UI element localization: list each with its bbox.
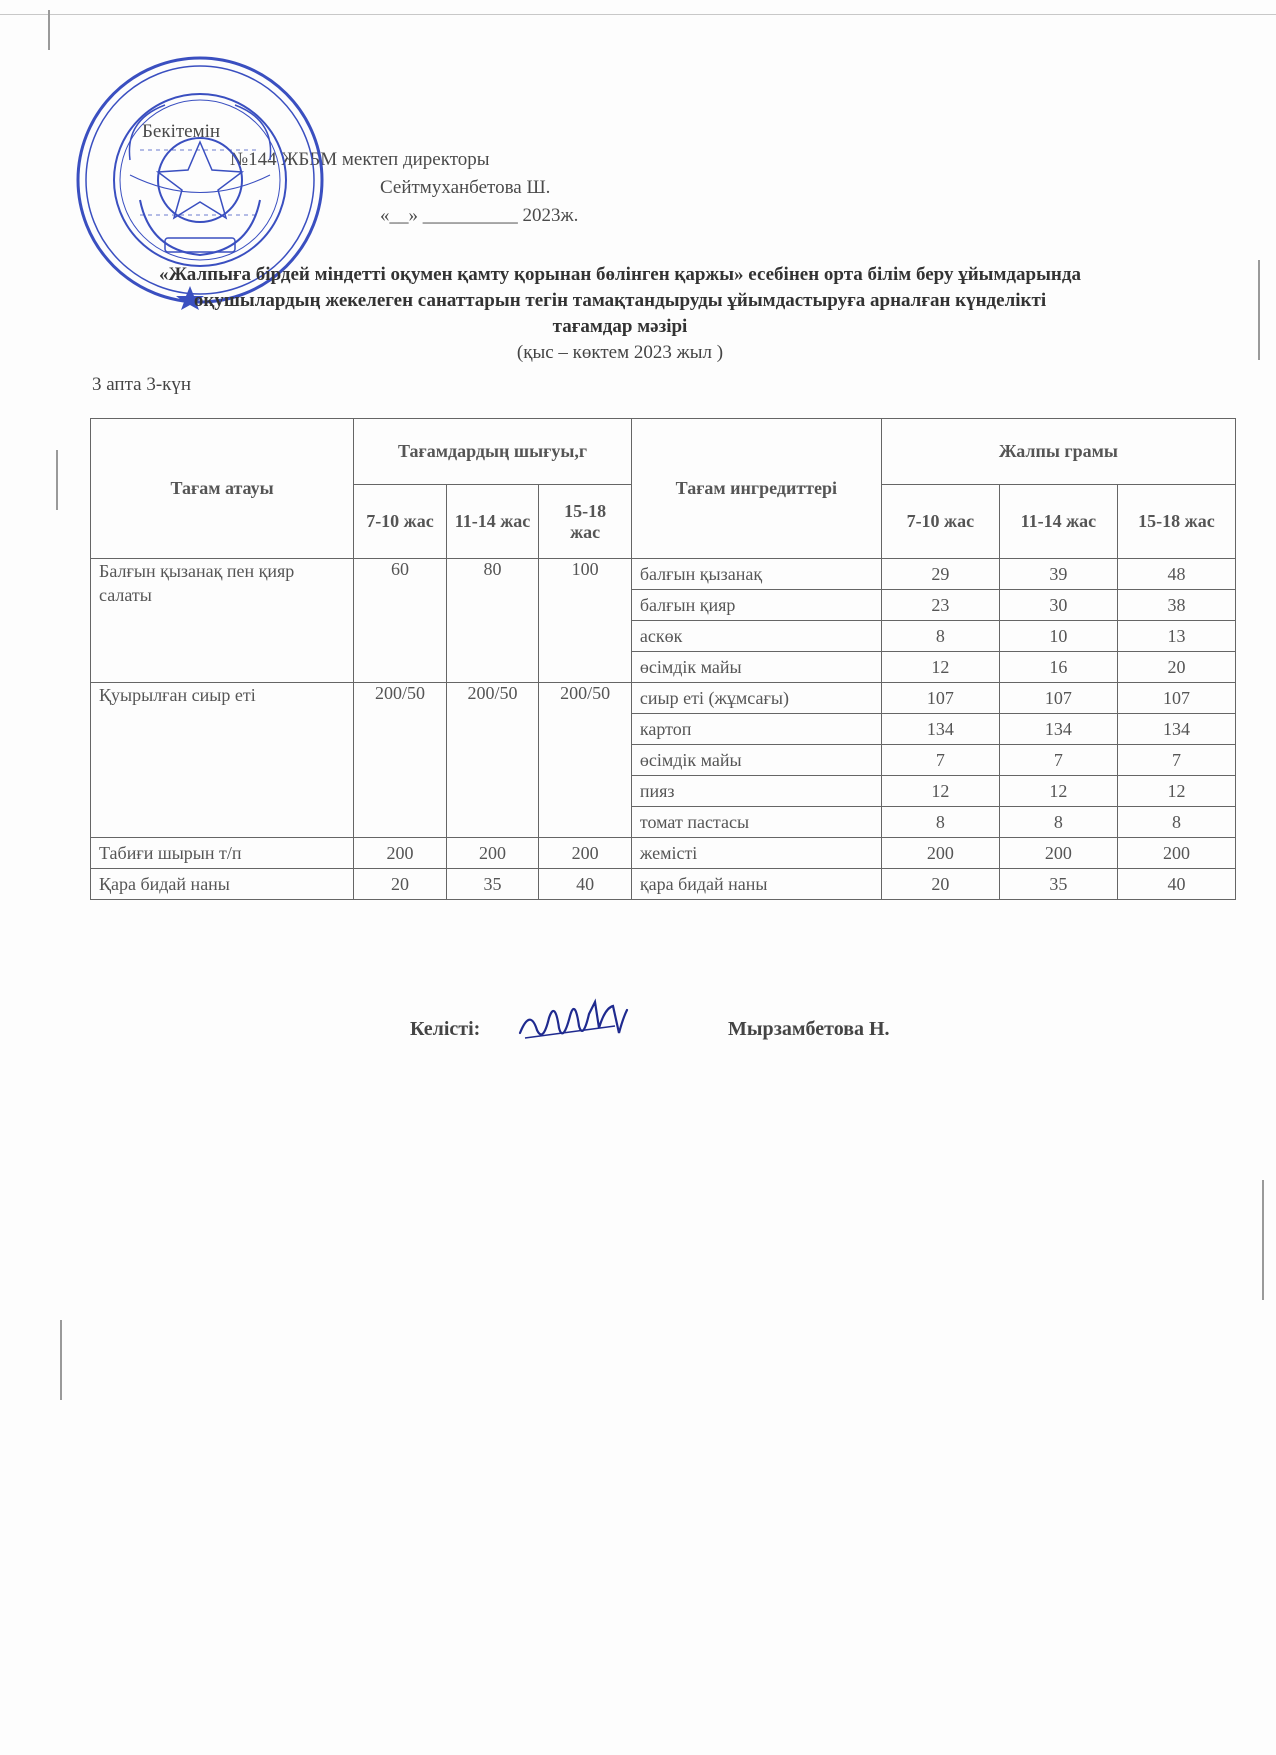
scan-line — [60, 1320, 62, 1400]
table-body — [91, 559, 1236, 900]
dish-output: 35 — [446, 869, 539, 900]
ingredient-gram: 200 — [1117, 838, 1235, 869]
dish-output: 100 — [539, 559, 632, 683]
header-dish-name: Тағам атауы — [91, 419, 354, 559]
header-gross-age: 7-10 жас — [881, 485, 999, 559]
ingredient-name: картоп — [631, 714, 881, 745]
header-output: Тағамдардың шығуы,г — [354, 419, 632, 485]
ingredient-gram: 23 — [881, 590, 999, 621]
ingredient-gram: 35 — [999, 869, 1117, 900]
ingredient-gram: 48 — [1117, 559, 1235, 590]
ingredient-name: сиыр еті (жұмсағы) — [631, 683, 881, 714]
agreed-label: Келісті: — [410, 1018, 481, 1040]
header-ingredients: Тағам ингредиттері — [631, 419, 881, 559]
table-row — [91, 838, 1236, 869]
ingredient-gram: 29 — [881, 559, 999, 590]
ingredient-gram: 107 — [1117, 683, 1235, 714]
title-line-2: оқушылардың жекелеген санаттарын тегін тамақтандыруды ұйымдастыруға арналған күнделікті — [193, 290, 1047, 311]
ingredient-gram: 30 — [999, 590, 1117, 621]
ingredient-gram: 134 — [999, 714, 1117, 745]
scan-line — [1258, 260, 1260, 360]
dish-output: 200 — [539, 838, 632, 869]
table-row — [91, 869, 1236, 900]
table-header — [91, 419, 1236, 559]
document-title — [80, 262, 1160, 340]
ingredient-name: балғын қияр — [631, 590, 881, 621]
dish-output: 200 — [354, 838, 447, 869]
menu-table — [90, 418, 1236, 900]
table-row — [91, 559, 1236, 590]
ingredient-gram: 134 — [1117, 714, 1235, 745]
ingredient-gram: 8 — [999, 807, 1117, 838]
approval-line-3: Сейтмуханбетова Ш. — [380, 177, 551, 198]
header-output-age: 7-10 жас — [354, 485, 447, 559]
approval-line-4: «__» __________ 2023ж. — [380, 205, 579, 226]
ingredient-gram: 10 — [999, 621, 1117, 652]
ingredient-gram: 40 — [1117, 869, 1235, 900]
scan-line — [48, 10, 50, 50]
ingredient-gram: 12 — [999, 776, 1117, 807]
ingredient-gram: 7 — [999, 745, 1117, 776]
ingredient-gram: 20 — [881, 869, 999, 900]
header-gross-age: 15-18 жас — [1117, 485, 1235, 559]
scan-line — [56, 450, 58, 510]
ingredient-gram: 16 — [999, 652, 1117, 683]
ingredient-gram: 38 — [1117, 590, 1235, 621]
dish-output: 60 — [354, 559, 447, 683]
title-line-1: «Жалпыға бірдей міндетті оқумен қамту қорынан бөлінген қаржы» есебінен орта білім беру ұйымдарында — [158, 264, 1081, 285]
ingredient-name: балғын қызанақ — [631, 559, 881, 590]
ingredient-gram: 134 — [881, 714, 999, 745]
table-row — [91, 683, 1236, 714]
dish-name: Қара бидай наны — [91, 869, 354, 900]
ingredient-gram: 200 — [999, 838, 1117, 869]
period-subtitle: (қыс – көктем 2023 жыл ) — [516, 342, 724, 363]
dish-output: 200/50 — [354, 683, 447, 838]
agreed-person: Мырзамбетова Н. — [728, 1018, 890, 1040]
dish-output: 200/50 — [539, 683, 632, 838]
ingredient-gram: 8 — [881, 807, 999, 838]
ingredient-gram: 12 — [1117, 776, 1235, 807]
ingredient-name: қара бидай наны — [631, 869, 881, 900]
title-line-3: тағамдар мәзірі — [552, 316, 688, 337]
ingredient-name: жемісті — [631, 838, 881, 869]
ingredient-gram: 7 — [1117, 745, 1235, 776]
header-gross-age: 11-14 жас — [999, 485, 1117, 559]
dish-name: Қуырылған сиыр еті — [91, 683, 354, 838]
ingredient-gram: 20 — [1117, 652, 1235, 683]
ingredient-gram: 39 — [999, 559, 1117, 590]
header-gross: Жалпы грамы — [881, 419, 1235, 485]
signature-icon — [515, 988, 630, 1053]
dish-output: 40 — [539, 869, 632, 900]
ingredient-gram: 107 — [881, 683, 999, 714]
approval-line-1: Бекітемін — [142, 121, 221, 142]
ingredient-gram: 7 — [881, 745, 999, 776]
ingredient-gram: 12 — [881, 652, 999, 683]
ingredient-gram: 8 — [1117, 807, 1235, 838]
scan-line — [1262, 1180, 1264, 1300]
ingredient-name: өсімдік майы — [631, 745, 881, 776]
dish-name: Балғын қызанақ пен қияр салаты — [91, 559, 354, 683]
dish-output: 200/50 — [446, 683, 539, 838]
ingredient-gram: 200 — [881, 838, 999, 869]
header-output-age: 11-14 жас — [446, 485, 539, 559]
ingredient-gram: 12 — [881, 776, 999, 807]
ingredient-name: өсімдік майы — [631, 652, 881, 683]
dish-output: 80 — [446, 559, 539, 683]
dish-output: 200 — [446, 838, 539, 869]
approval-line-2: №144 ЖББМ мектеп директоры — [230, 149, 490, 170]
dish-name: Табиғи шырын т/п — [91, 838, 354, 869]
header-output-age: 15-18 жас — [539, 485, 632, 559]
ingredient-gram: 13 — [1117, 621, 1235, 652]
ingredient-gram: 8 — [881, 621, 999, 652]
day-label: 3 апта 3-күн — [92, 374, 192, 395]
ingredient-name: аскөк — [631, 621, 881, 652]
ingredient-gram: 107 — [999, 683, 1117, 714]
scan-line — [0, 14, 1276, 15]
ingredient-name: пияз — [631, 776, 881, 807]
ingredient-name: томат пастасы — [631, 807, 881, 838]
dish-output: 20 — [354, 869, 447, 900]
